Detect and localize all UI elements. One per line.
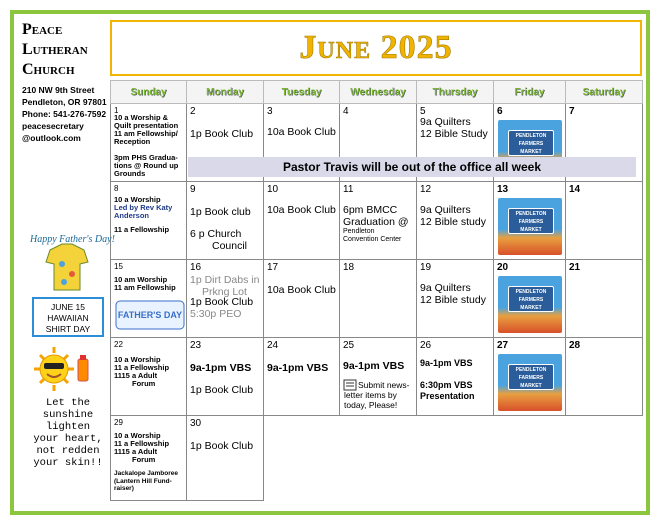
empty-cell [494,416,566,501]
day-1-graduation: 3pm PHS Gradua- tions @ Round up Grounds [114,153,179,178]
day-cell-23: 23 9a-1pm VBS 1p Book Club [187,338,264,416]
day-29-jamboree: Jackalope Jamboree (Lantern Hill Fund- raiser) [114,470,178,492]
weekday-sunday: Sunday [111,81,187,104]
day-cell-25: 25 9a-1pm VBS Submit news- letter items by today, Please! [340,338,417,416]
day-cell-17: 17 10a Book Club [264,260,340,338]
sunshine-message: Let the sunshine lighten your heart, not redden your skin!! [33,397,103,469]
day-cell-30: 30 1p Book Club [187,416,264,501]
day-8-events: 10 a Worship Led by Rev Katy Anderson 11 a Fellowship [114,195,173,234]
day-26-presentation: 6:30pm VBS Presentation [420,380,475,401]
day-cell-8: 8 10 a Worship Led by Rev Katy Anderson 11 a Fellowship [111,182,187,260]
day-cell-26: 26 9a-1pm VBS 6:30pm VBS Presentation [417,338,494,416]
day-cell-2: 2 1p Book Club [187,104,264,182]
farmers-market-image: PENDLETON FARMERS MARKET [498,354,562,411]
weekday-tuesday: Tuesday [264,81,340,104]
day-cell-6: 6 PENDLETON FARMERS MARKET [494,104,566,182]
day-cell-22: 22 10 a Worship 11 a Fellowship 1115 a Adult Forum [111,338,187,416]
day-cell-24: 24 9a-1pm VBS [264,338,340,416]
day-cell-4: 4 [340,104,417,182]
church-address: 210 NW 9th Street Pendleton, OR 97801 Phone: 541-276-7592 peacesecretary @outlook.com [22,85,107,143]
day-cell-7: 7 [566,104,643,182]
day-15-events: 10 am Worship 11 am Fellowship [114,275,176,292]
day-cell-1: 1 10 a Worship & Quilt presentation 11 am Fellowship/ Reception 3pm PHS Gradua- tions @ Round up Grounds [111,104,187,182]
weekday-friday: Friday [494,81,566,104]
weekday-saturday: Saturday [566,81,643,104]
day-cell-21: 21 [566,260,643,338]
calendar-grid [110,80,643,501]
day-cell-13: 13 PENDLETON FARMERS MARKET [494,182,566,260]
pastor-banner: Pastor Travis will be out of the office all week [188,157,636,177]
hawaiian-shirt-day-box: JUNE 15 HAWAIIAN SHIRT DAY [32,297,104,337]
day-1-events: 10 a Worship & Quilt presentation 11 am Fellowship/ Reception [114,113,179,146]
day-5-events: 9a Quilters 12 Bible Study [420,116,488,140]
weekday-monday: Monday [187,81,264,104]
empty-cell [340,416,417,501]
day-19-events: 9a Quilters 12 Bible study [420,282,486,306]
day-cell-20: 20 PENDLETON FARMERS MARKET [494,260,566,338]
day-cell-19: 19 9a Quilters 12 Bible study [417,260,494,338]
day-cell-3: 3 10a Book Club [264,104,340,182]
farmers-market-image: PENDLETON FARMERS MARKET [498,198,562,255]
fathers-day-clipart [115,300,185,330]
calendar-title: June 2025 [299,29,453,66]
day-25-newsletter: Submit news- letter items by today, Please! [344,380,410,410]
day-12-events: 9a Quilters 12 Bible study [420,204,486,228]
day-29-events: 10 a Worship 11 a Fellowship 1115 a Adult Forum [114,431,170,464]
church-name: Peace Lutheran Church [22,21,88,78]
day-cell-11: 11 6pm BMCC Graduation @ Pendleton Convention Center [340,182,417,260]
svg-text:FATHER'S DAY: FATHER'S DAY [117,310,183,320]
day-cell-10: 10 10a Book Club [264,182,340,260]
fathers-day-shirt-clipart [28,228,115,298]
weekday-thursday: Thursday [417,81,494,104]
day-cell-12: 12 9a Quilters 12 Bible study [417,182,494,260]
day-cell-16: 16 1p Dirt Dabs in Prkng Lot 1p Book Club 5:30p PEO [187,260,264,338]
title-box [110,20,642,76]
day-cell-28: 28 [566,338,643,416]
day-16-dirt-dabs: 1p Dirt Dabs in Prkng Lot [190,274,260,298]
farmers-market-image: PENDLETON FARMERS MARKET [498,276,562,333]
day-22-events: 10 a Worship 11 a Fellowship 1115 a Adult Forum [114,355,170,388]
day-11-events: 6pm BMCC Graduation @ Pendleton Convention Center [343,204,409,243]
sunshine-clipart [30,345,94,393]
day-cell-15: 15 10 am Worship 11 am Fellowship FATHER'S DAY [111,260,187,338]
empty-cell [264,416,340,501]
empty-cell [566,416,643,501]
day-9-council: 6 p Church Council [190,228,248,252]
day-cell-9: 9 1p Book club 6 p Church Council [187,182,264,260]
day-cell-18: 18 [340,260,417,338]
empty-cell [417,416,494,501]
day-cell-5: 5 9a Quilters 12 Bible Study [417,104,494,182]
day-cell-29: 29 10 a Worship 11 a Fellowship 1115 a Adult Forum Jackalope Jamboree (Lantern Hill Fund- raiser) [111,416,187,501]
weekday-wednesday: Wednesday [340,81,417,104]
svg-text:Happy Father's Day!: Happy Father's Day! [30,234,115,245]
day-cell-27: 27 PENDLETON FARMERS MARKET [494,338,566,416]
day-cell-14: 14 [566,182,643,260]
farmers-market-image: PENDLETON FARMERS MARKET [498,120,562,177]
